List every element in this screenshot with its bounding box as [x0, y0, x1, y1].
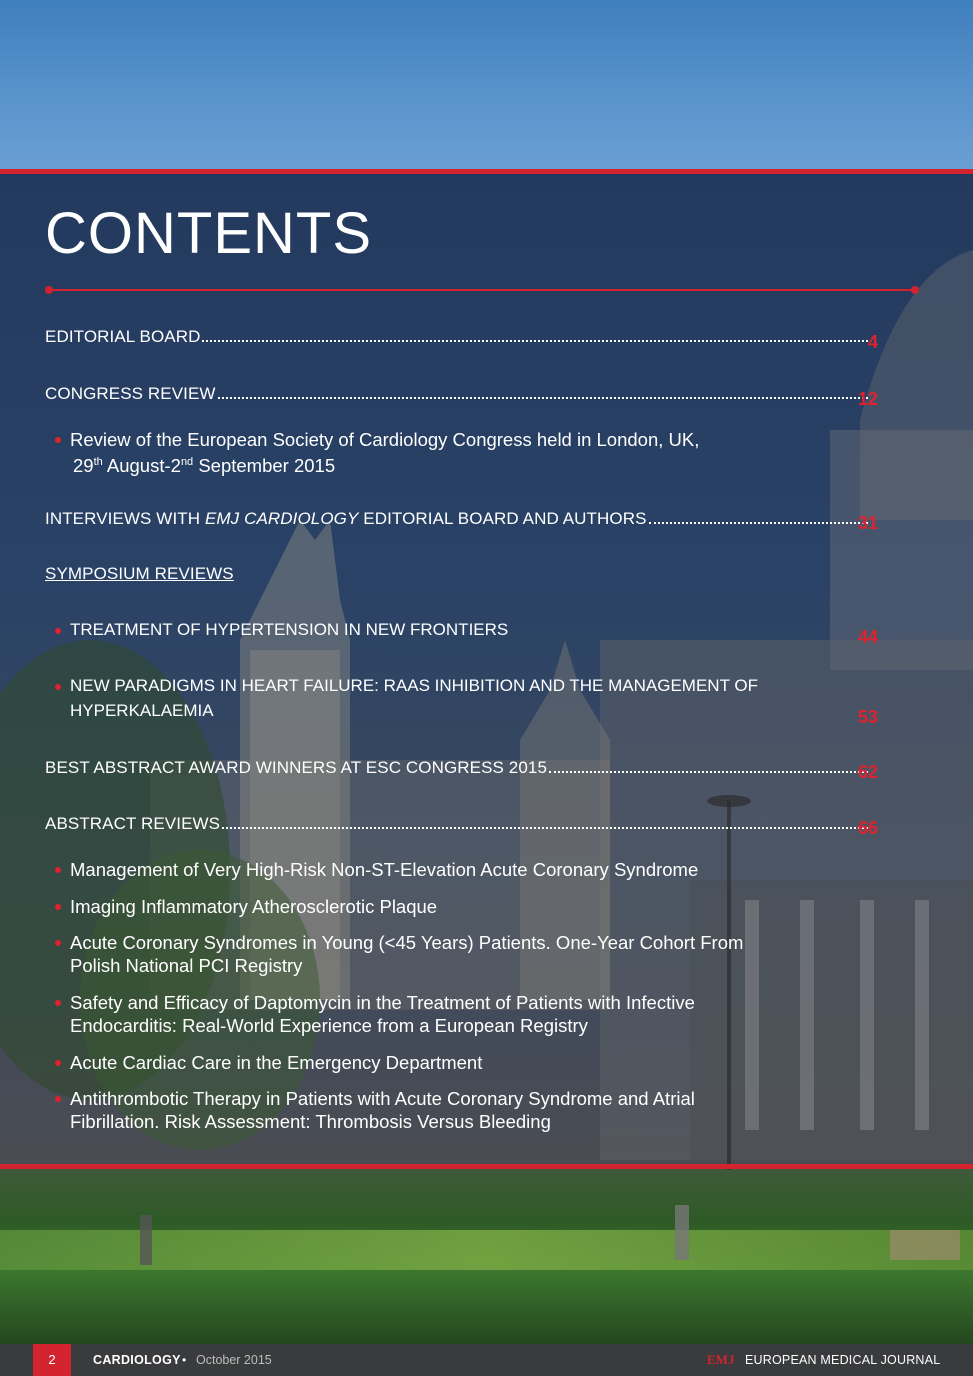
- ordinal-suffix: nd: [180, 456, 194, 468]
- bullet-dot: [55, 1096, 61, 1102]
- bullet-line-1: Review of the European Society of Cardiology Congress held in London, UK,: [70, 429, 700, 450]
- day-start: 29: [73, 455, 94, 477]
- toc-label: ABSTRACT REVIEWS: [45, 814, 221, 833]
- toc-label: [45, 509, 647, 529]
- toc-label: CONGRESS REVIEW: [45, 384, 216, 403]
- page-footer: [0, 1344, 973, 1376]
- bullet-line-1: Antithrombotic Therapy in Patients with Acute Coronary Syndrome and Atrial: [70, 1088, 695, 1109]
- abstract-review-item: [55, 1051, 875, 1074]
- toc-page-number[interactable]: 62: [857, 762, 878, 782]
- bullet-line-2: Endocarditis: Real-World Experience from a European Registry: [70, 1015, 588, 1036]
- toc-entry-congress-review[interactable]: [45, 384, 925, 404]
- bullet-line-1: Safety and Efficacy of Daptomycin in the Treatment of Patients with Infective: [70, 992, 695, 1013]
- toc-page-number[interactable]: 66: [857, 818, 878, 838]
- footer-date: October 2015: [196, 1353, 272, 1367]
- abstract-review-item: [55, 858, 875, 881]
- toc-label: EDITORIAL BOARD: [45, 327, 201, 346]
- bullet-dot: [55, 904, 61, 910]
- emj-logo: EMJ: [707, 1352, 735, 1367]
- abstract-review-item: [55, 895, 875, 918]
- abstract-review-item: [55, 931, 875, 977]
- section-heading: SYMPOSIUM REVIEWS: [45, 564, 234, 583]
- label-prefix: INTERVIEWS WITH: [45, 509, 205, 528]
- dot-leader: [222, 826, 868, 829]
- toc-page-number[interactable]: 4: [867, 332, 878, 352]
- month-end: September 2015: [193, 455, 336, 477]
- bullet-dot: [55, 867, 61, 873]
- label-journal-name: EMJ CARDIOLOGY: [204, 509, 359, 528]
- bullet-dot: [55, 437, 61, 443]
- bullet-line-2: Polish National PCI Registry: [70, 955, 303, 976]
- toc-page-number[interactable]: 31: [857, 513, 878, 533]
- toc-entry-editorial-board[interactable]: [45, 327, 925, 347]
- toc-page-number[interactable]: 44: [857, 627, 878, 647]
- abstract-review-item: [55, 991, 875, 1037]
- bullet-dot: [55, 628, 61, 634]
- toc-entry-heart-failure[interactable]: [55, 676, 878, 721]
- footer-journal-name: CARDIOLOGY: [93, 1353, 181, 1367]
- bullet-dot: [55, 684, 61, 690]
- bullet-line-1: Acute Coronary Syndromes in Young (<45 Years) Patients. One-Year Cohort From: [70, 932, 744, 953]
- bullet-dot: [55, 1000, 61, 1006]
- toc-label-line-2: HYPERKALAEMIA: [70, 701, 214, 720]
- toc-label: BEST ABSTRACT AWARD WINNERS AT ESC CONGRESS 2015: [45, 758, 548, 777]
- bullet-dot: [55, 1060, 61, 1066]
- bullet-line-1: Imaging Inflammatory Atherosclerotic Plaque: [70, 896, 438, 917]
- footer-publisher: EUROPEAN MEDICAL JOURNAL: [745, 1353, 941, 1367]
- toc-section-symposium-reviews[interactable]: [45, 564, 925, 584]
- ordinal-suffix: th: [93, 456, 103, 468]
- toc-label-line-1: NEW PARADIGMS IN HEART FAILURE: RAAS INHIBITION AND THE MANAGEMENT OF: [70, 676, 758, 695]
- page-title: CONTENTS: [45, 201, 372, 266]
- bullet-line-2: Fibrillation. Risk Assessment: Thrombosis Versus Bleeding: [70, 1111, 551, 1132]
- divider-dot-left: [45, 286, 53, 294]
- bullet-line-2: [73, 451, 875, 477]
- label-suffix: EDITORIAL BOARD AND AUTHORS: [358, 509, 647, 528]
- toc-entry-interviews[interactable]: [45, 509, 925, 529]
- toc-page-number[interactable]: 53: [857, 707, 878, 727]
- dot-leader: [218, 396, 868, 399]
- bullet-line-1: Management of Very High-Risk Non-ST-Elevation Acute Coronary Syndrome: [70, 859, 699, 880]
- dot-leader: [649, 521, 868, 524]
- toc-label: TREATMENT OF HYPERTENSION IN NEW FRONTIERS: [70, 620, 509, 639]
- abstract-review-item: [55, 1087, 875, 1133]
- toc-entry-hypertension[interactable]: [55, 620, 878, 640]
- title-divider: [48, 289, 916, 291]
- footer-separator: •: [182, 1353, 187, 1367]
- bullet-dot: [55, 940, 61, 946]
- toc-page-number[interactable]: 12: [857, 389, 878, 409]
- bullet-line-1: Acute Cardiac Care in the Emergency Department: [70, 1052, 483, 1073]
- toc-entry-abstract-reviews[interactable]: [45, 814, 925, 834]
- month-range: August-2: [102, 455, 181, 477]
- top-red-rule: [0, 169, 973, 174]
- dot-leader: [549, 770, 868, 773]
- bottom-red-rule: [0, 1164, 973, 1169]
- toc-entry-best-abstract[interactable]: [45, 758, 925, 778]
- footer-page-number: 2: [33, 1344, 71, 1376]
- dot-leader: [202, 339, 868, 342]
- congress-review-item: [55, 428, 875, 477]
- divider-dot-right: [911, 286, 919, 294]
